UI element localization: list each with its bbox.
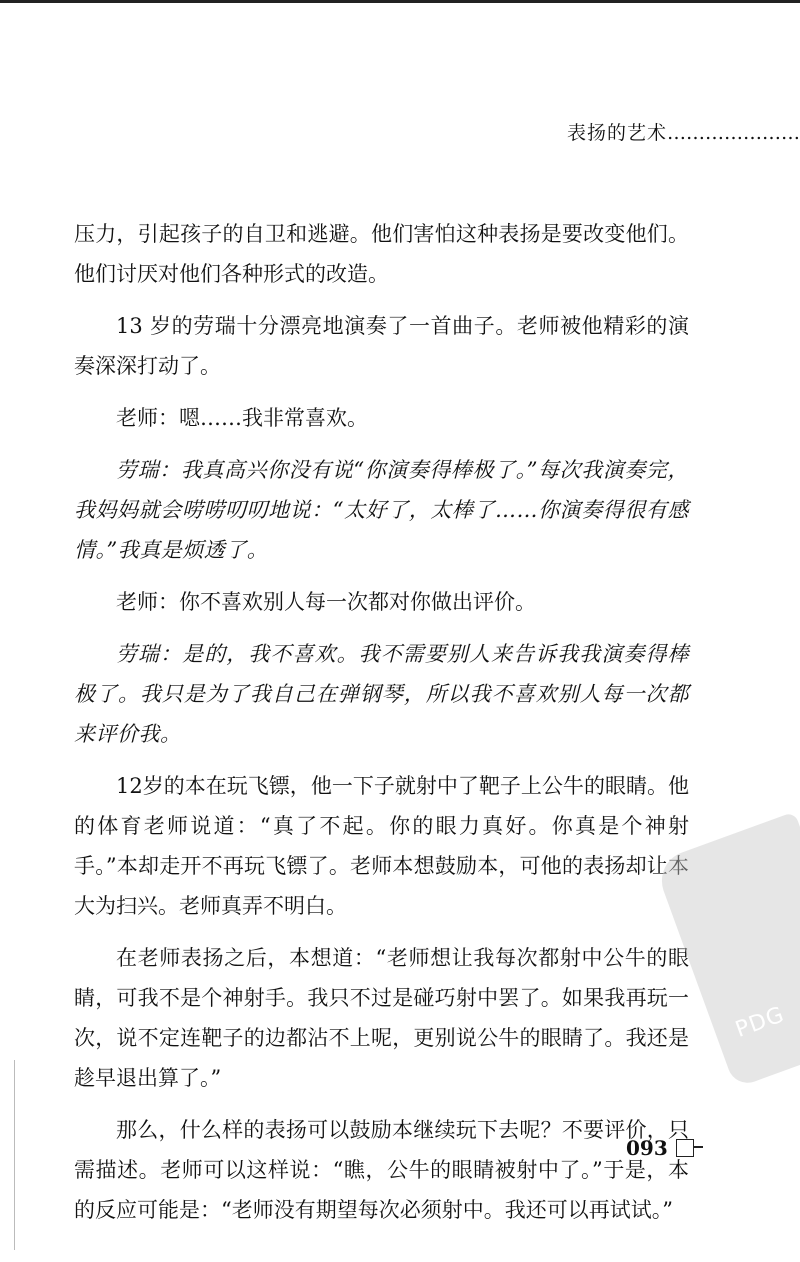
folio-ornament-icon [676, 1139, 694, 1157]
dialogue-line: 老师：你不喜欢别人每一次都对你做出评价。 [116, 590, 536, 614]
running-head [500, 118, 800, 145]
top-rule [0, 0, 800, 3]
page-number [626, 1136, 694, 1160]
dialogue-line: 老师：嗯……我非常喜欢。 [116, 406, 368, 430]
page-number-text: 093 [626, 1136, 668, 1160]
scan-edge [14, 1060, 15, 1250]
paragraph: 在老师表扬之后，本想道：“老师想让我每次都射中公牛的眼睛，可我不是个神射手。我只不过是碰巧射中罢了。如果我再玩一次，说不定连靶子的边都沾不上呢，更别说公牛的眼睛了。我还是趁早退出算了。” [74, 946, 689, 1090]
paragraph: 那么，什么样的表扬可以鼓励本继续玩下去呢？不要评价，只需描述。老师可以这样说：“瞧，公牛的眼睛被射中了。”于是，本的反应可能是：“老师没有期望每次必须射中。我还可以再试试。” [74, 1118, 689, 1222]
watermark-text: PDG [732, 1002, 789, 1043]
dialogue-line: 劳瑞：我真高兴你没有说“你演奏得棒极了。”每次我演奏完，我妈妈就会唠唠叨叨地说：“太好了，太棒了……你演奏得很有感情。”我真是烦透了。 [74, 458, 689, 562]
paragraph: 压力，引起孩子的自卫和逃避。他们害怕这种表扬是要改变他们。他们讨厌对他们各种形式的改造。 [74, 222, 689, 286]
dialogue-line: 劳瑞：是的，我不喜欢。我不需要别人来告诉我我演奏得棒极了。我只是为了我自己在弹钢琴，所以我不喜欢别人每一次都来评价我。 [74, 642, 689, 746]
paragraph: 12岁的本在玩飞镖，他一下子就射中了靶子上公牛的眼睛。他的体育老师说道：“真了不起。你的眼力真好。你真是个神射手。”本却走开不再玩飞镖了。老师本想鼓励本，可他的表扬却让本大为扫兴。老师真弄不明白。 [74, 774, 689, 918]
leader-dots: ………………… [667, 122, 800, 144]
chapter-title: 表扬的艺术 [566, 122, 667, 144]
paragraph: 13 岁的劳瑞十分漂亮地演奏了一首曲子。老师被他精彩的演奏深深打动了。 [74, 314, 689, 378]
body-text [74, 214, 689, 1242]
